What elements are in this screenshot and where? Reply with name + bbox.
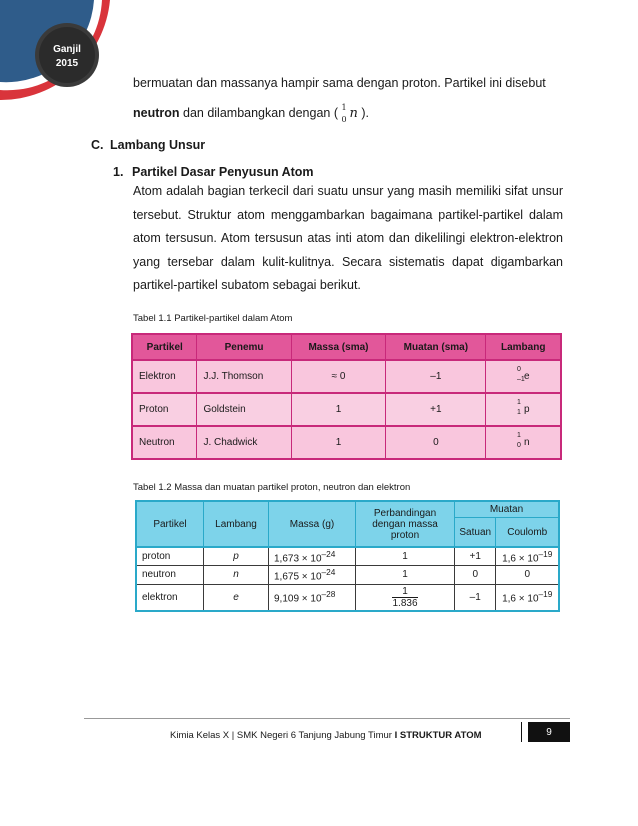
section-heading-c bbox=[91, 138, 205, 152]
cell-perbandingan: 1 bbox=[356, 547, 455, 566]
corner-badge bbox=[0, 0, 120, 100]
cell-satuan: +1 bbox=[455, 547, 496, 566]
cell-partikel: neutron bbox=[136, 566, 204, 584]
footer-label: Kimia Kelas X | SMK Negeri 6 Tanjung Jabung Timur bbox=[170, 730, 395, 741]
coulomb-exponent: –19 bbox=[538, 589, 553, 600]
page-number: 9 bbox=[528, 722, 570, 742]
header-coulomb: Coulomb bbox=[496, 518, 559, 548]
cell-satuan: 0 bbox=[455, 566, 496, 584]
table-header-row bbox=[136, 501, 559, 518]
cell-lambang bbox=[486, 360, 561, 393]
cell-partikel: Neutron bbox=[132, 426, 197, 459]
footer-divider bbox=[84, 718, 570, 719]
symbol-letter: p bbox=[523, 404, 530, 415]
table-row bbox=[132, 426, 561, 459]
header-partikel: Partikel bbox=[132, 334, 197, 360]
cell-penemu: J.J. Thomson bbox=[197, 360, 291, 393]
cell-muatan: –1 bbox=[386, 360, 486, 393]
cell-massa bbox=[269, 584, 356, 611]
cell-muatan: 0 bbox=[386, 426, 486, 459]
cell-lambang: e bbox=[204, 584, 269, 611]
mass-value: 1,673 × 10 bbox=[274, 553, 322, 565]
header-massa: Massa (g) bbox=[269, 501, 356, 547]
header-lambang: Lambang bbox=[204, 501, 269, 547]
section-title: Lambang Unsur bbox=[110, 138, 206, 152]
header-muatan: Muatan bbox=[455, 501, 560, 518]
neutron-letter: n bbox=[349, 106, 358, 121]
header-lambang: Lambang bbox=[486, 334, 561, 360]
neutron-symbol bbox=[341, 99, 357, 129]
header-satuan: Satuan bbox=[455, 518, 496, 548]
intro-bold-word: neutron bbox=[133, 106, 180, 120]
mass-exponent: –24 bbox=[321, 549, 336, 559]
cell-massa: 1 bbox=[291, 393, 386, 426]
mass-number: 0 bbox=[516, 366, 521, 373]
cell-penemu: Goldstein bbox=[197, 393, 291, 426]
mass-value: 9,109 × 10 bbox=[274, 593, 322, 605]
cell-partikel: Proton bbox=[132, 393, 197, 426]
cell-coulomb bbox=[496, 584, 559, 611]
cell-partikel: proton bbox=[136, 547, 204, 566]
fraction-denominator: 1.836 bbox=[392, 597, 418, 609]
cell-massa bbox=[269, 566, 356, 584]
symbol-letter: e bbox=[523, 371, 530, 382]
atomic-number: 0 bbox=[516, 442, 521, 449]
table-row bbox=[136, 584, 559, 611]
neutron-mass-number: 1 bbox=[341, 103, 347, 112]
symbol-letter: n bbox=[523, 437, 530, 448]
cell-lambang bbox=[486, 426, 561, 459]
isotope-symbol bbox=[516, 366, 530, 383]
intro-paragraph bbox=[133, 68, 563, 129]
badge-line2: 2015 bbox=[55, 58, 79, 69]
subsection-number: 1. bbox=[113, 165, 124, 179]
atomic-number: 1 bbox=[516, 409, 521, 416]
table2-caption: Tabel 1.2 Massa dan muatan partikel proton, neutron dan elektron bbox=[133, 482, 411, 493]
cell-massa: 1 bbox=[291, 426, 386, 459]
intro-text1: bermuatan dan massanya hampir sama dengan proton. Partikel ini disebut bbox=[133, 76, 546, 90]
coulomb-value: 1,6 × 10 bbox=[502, 553, 539, 565]
mass-number: 1 bbox=[516, 432, 521, 439]
cell-satuan: –1 bbox=[455, 584, 496, 611]
footer-separator bbox=[521, 722, 522, 742]
coulomb-exponent: –19 bbox=[538, 549, 553, 559]
table-row bbox=[132, 360, 561, 393]
cell-partikel: elektron bbox=[136, 584, 204, 611]
badge-line1: Ganjil bbox=[53, 44, 81, 55]
cell-perbandingan: 1 bbox=[356, 566, 455, 584]
header-penemu: Penemu bbox=[197, 334, 291, 360]
cell-lambang: p bbox=[204, 547, 269, 566]
header-partikel: Partikel bbox=[136, 501, 204, 547]
fraction bbox=[392, 586, 417, 609]
mass-exponent: –28 bbox=[321, 589, 336, 600]
intro-text2: dan dilambangkan dengan ( bbox=[179, 106, 342, 120]
footer-text bbox=[170, 730, 482, 741]
mass-exponent: –24 bbox=[321, 567, 336, 578]
mass-number: 1 bbox=[516, 399, 521, 406]
cell-coulomb bbox=[496, 547, 559, 566]
cell-lambang bbox=[486, 393, 561, 426]
section-number: C. bbox=[91, 138, 104, 152]
isotope-symbol bbox=[516, 399, 530, 416]
header-perbandingan: Perbandingan dengan massa proton bbox=[356, 501, 455, 547]
main-paragraph: Atom adalah bagian terkecil dari suatu unsur yang masih memiliki sifat unsur tersebut. Struktur atom menggambarkan bagaimana partikel-partikel dalam atom tersusun. Atom tersusun atas inti atom dan dikelilingi elektron-elektron yang tersebar dalam kulit-kulitnya. Secara sistematis dapat digambarkan partikel-partikel subatom sebagai berikut. bbox=[133, 184, 563, 293]
subsection-heading-1 bbox=[113, 165, 314, 179]
cell-partikel: Elektron bbox=[132, 360, 197, 393]
cell-massa: ≈ 0 bbox=[291, 360, 386, 393]
cell-massa bbox=[269, 547, 356, 566]
cell-coulomb bbox=[496, 566, 559, 584]
header-massa: Massa (sma) bbox=[291, 334, 386, 360]
table-row bbox=[136, 566, 559, 584]
cell-penemu: J. Chadwick bbox=[197, 426, 291, 459]
neutron-atomic-number: 0 bbox=[341, 115, 347, 124]
fraction-numerator: 1 bbox=[402, 585, 408, 597]
table1-caption: Tabel 1.1 Partikel-partikel dalam Atom bbox=[133, 313, 293, 324]
isotope-symbol bbox=[516, 432, 530, 449]
intro-text3: ). bbox=[357, 106, 369, 120]
cell-perbandingan bbox=[356, 584, 455, 611]
subsection-title: Partikel Dasar Penyusun Atom bbox=[132, 165, 314, 179]
table-row bbox=[136, 547, 559, 566]
coulomb-value: 1,6 × 10 bbox=[502, 593, 539, 605]
mass-charge-table bbox=[135, 500, 560, 612]
footer-chapter: I STRUKTUR ATOM bbox=[394, 730, 482, 741]
atomic-number: –1 bbox=[516, 376, 525, 383]
table-header-row bbox=[132, 334, 561, 360]
coulomb-value: 0 bbox=[524, 569, 531, 581]
mass-value: 1,675 × 10 bbox=[274, 571, 322, 583]
cell-lambang: n bbox=[204, 566, 269, 584]
header-muatan: Muatan (sma) bbox=[386, 334, 486, 360]
table-row bbox=[132, 393, 561, 426]
cell-muatan: +1 bbox=[386, 393, 486, 426]
particles-table bbox=[131, 333, 562, 460]
